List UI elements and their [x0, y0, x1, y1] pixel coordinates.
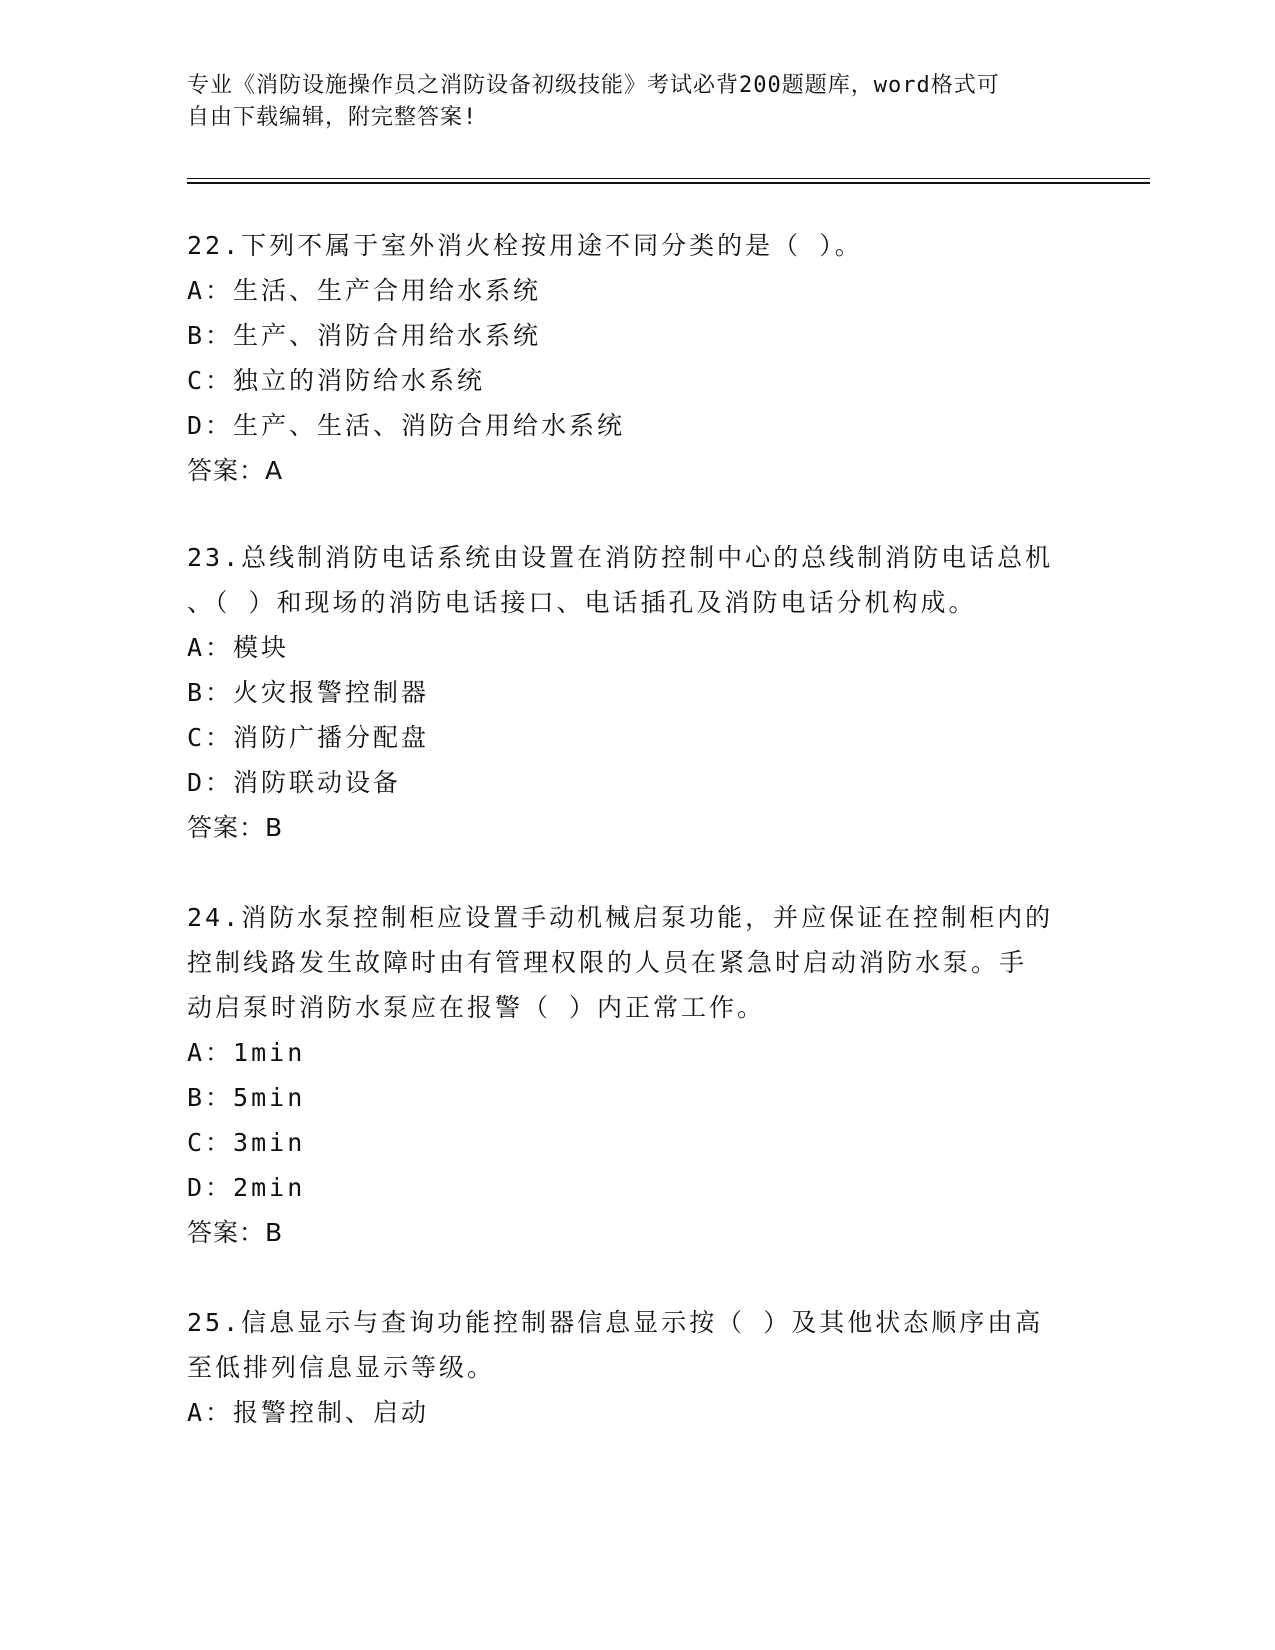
question-25: [187, 1300, 1087, 1435]
option-c: C：3min: [187, 1128, 306, 1157]
answer-text: 答案：B: [187, 813, 284, 842]
question-text-line: 至低排列信息显示等级。: [187, 1353, 496, 1382]
question-23: [187, 535, 1087, 850]
option-c: C：独立的消防给水系统: [187, 366, 486, 395]
option-b: B：5min: [187, 1083, 306, 1112]
question-text-line: 、（ ）和现场的消防电话接口、电话插孔及消防电话分机构成。: [187, 588, 977, 617]
option-a: A：生活、生产合用给水系统: [187, 276, 542, 305]
question-text-line: 22.下列不属于室外消火栓按用途不同分类的是（ ）。: [187, 231, 863, 260]
header-divider-top: [187, 178, 1150, 179]
question-24: [187, 895, 1087, 1255]
header-line-2: 自由下载编辑，附完整答案!: [187, 105, 478, 130]
question-text-line: 24.消防水泵控制柜应设置手动机械启泵功能，并应保证在控制柜内的: [187, 903, 1054, 932]
question-text-line: 23.总线制消防电话系统由设置在消防控制中心的总线制消防电话总机: [187, 543, 1054, 572]
header-divider-bottom: [187, 182, 1150, 184]
option-c: C：消防广播分配盘: [187, 723, 430, 752]
document-header: [187, 70, 1087, 134]
question-text-line: 动启泵时消防水泵应在报警（ ）内正常工作。: [187, 993, 766, 1022]
header-line-1: 专业《消防设施操作员之消防设备初级技能》考试必背200题题库，word格式可: [187, 73, 1000, 98]
option-d: D：生产、生活、消防合用给水系统: [187, 411, 626, 440]
answer-text: 答案：A: [187, 456, 284, 485]
option-a: A：报警控制、启动: [187, 1398, 430, 1427]
answer-text: 答案：B: [187, 1218, 284, 1247]
option-d: D：消防联动设备: [187, 768, 402, 797]
question-22: [187, 223, 1087, 493]
option-a: A：模块: [187, 633, 290, 662]
option-b: B：生产、消防合用给水系统: [187, 321, 542, 350]
option-d: D：2min: [187, 1173, 306, 1202]
option-a: A：1min: [187, 1038, 306, 1067]
question-text-line: 控制线路发生故障时由有管理权限的人员在紧急时启动消防水泵。手: [187, 948, 1028, 977]
option-b: B：火灾报警控制器: [187, 678, 430, 707]
question-text-line: 25.信息显示与查询功能控制器信息显示按（ ）及其他状态顺序由高: [187, 1308, 1044, 1337]
